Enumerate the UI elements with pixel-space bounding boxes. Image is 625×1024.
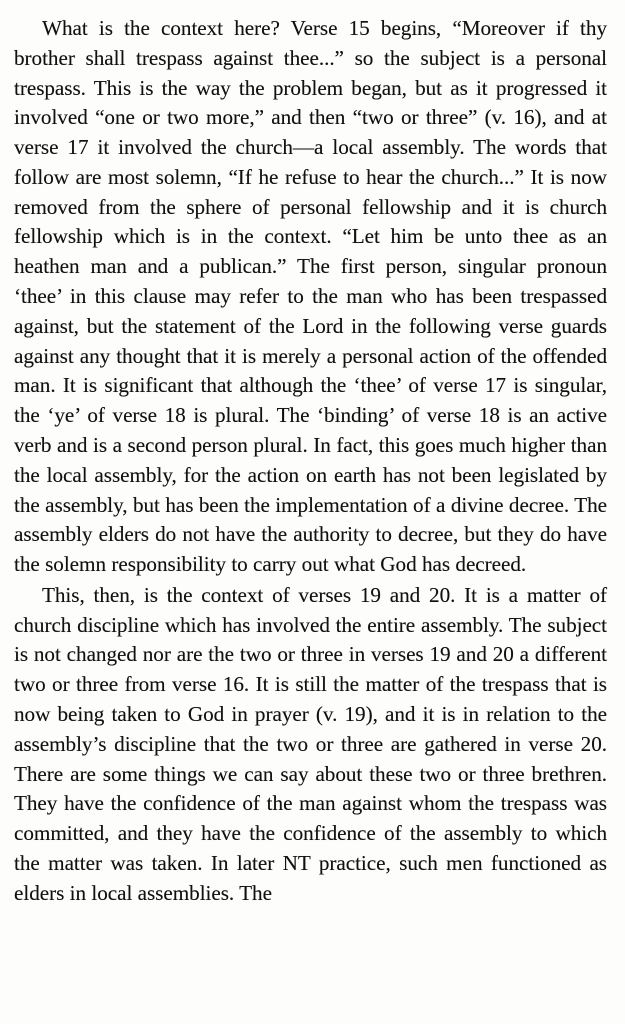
page-bottom-fade xyxy=(0,950,625,1024)
paragraph-1: What is the context here? Verse 15 begins, “Moreover if thy brother shall trespass against thee...” so the subject is a personal trespass. This is the way the problem began, but as it progressed it involved “one or two more,” and then “two or three” (v. 16), and at verse 17 it involved the church—a local assembly. The words that follow are most solemn, “If he refuse to hear the church...” It is now removed from the sphere of personal fellowship and it is church fellowship which is in the context. “Let him be unto thee as an heathen man and a publican.” The first person, singular pronoun ‘thee’ in this clause may refer to the man who has been trespassed against, but the statement of the Lord in the following verse guards against any thought that it is merely a personal action of the offended man. It is significant that although the ‘thee’ of verse 17 is singular, the ‘ye’ of verse 18 is plural. The ‘binding’ of verse 18 is an active verb and is a second person plural. In fact, this goes much higher than the local assembly, for the action on earth has not been legislated by the assembly, but has been the implementation of a divine decree. The assembly elders do not have the authority to decree, but they do have the solemn responsibility to carry out what God has decreed. xyxy=(14,16,607,577)
page-text-body xyxy=(14,14,607,908)
paragraph-2: This, then, is the context of verses 19 and 20. It is a matter of church discipline which has involved the entire assembly. The subject is not changed nor are the two or three in verses 19 and 20 a different two or three from verse 16. It is still the matter of the trespass that is now being taken to God in prayer (v. 19), and it is in relation to the assembly’s discipline that the two or three are gathered in verse 20. There are some things we can say about these two or three brethren. They have the confidence of the man against whom the trespass was committed, and they have the confidence of the assembly to which the matter was taken. In later NT practice, such men functioned as elders in local assemblies. The xyxy=(14,582,607,905)
